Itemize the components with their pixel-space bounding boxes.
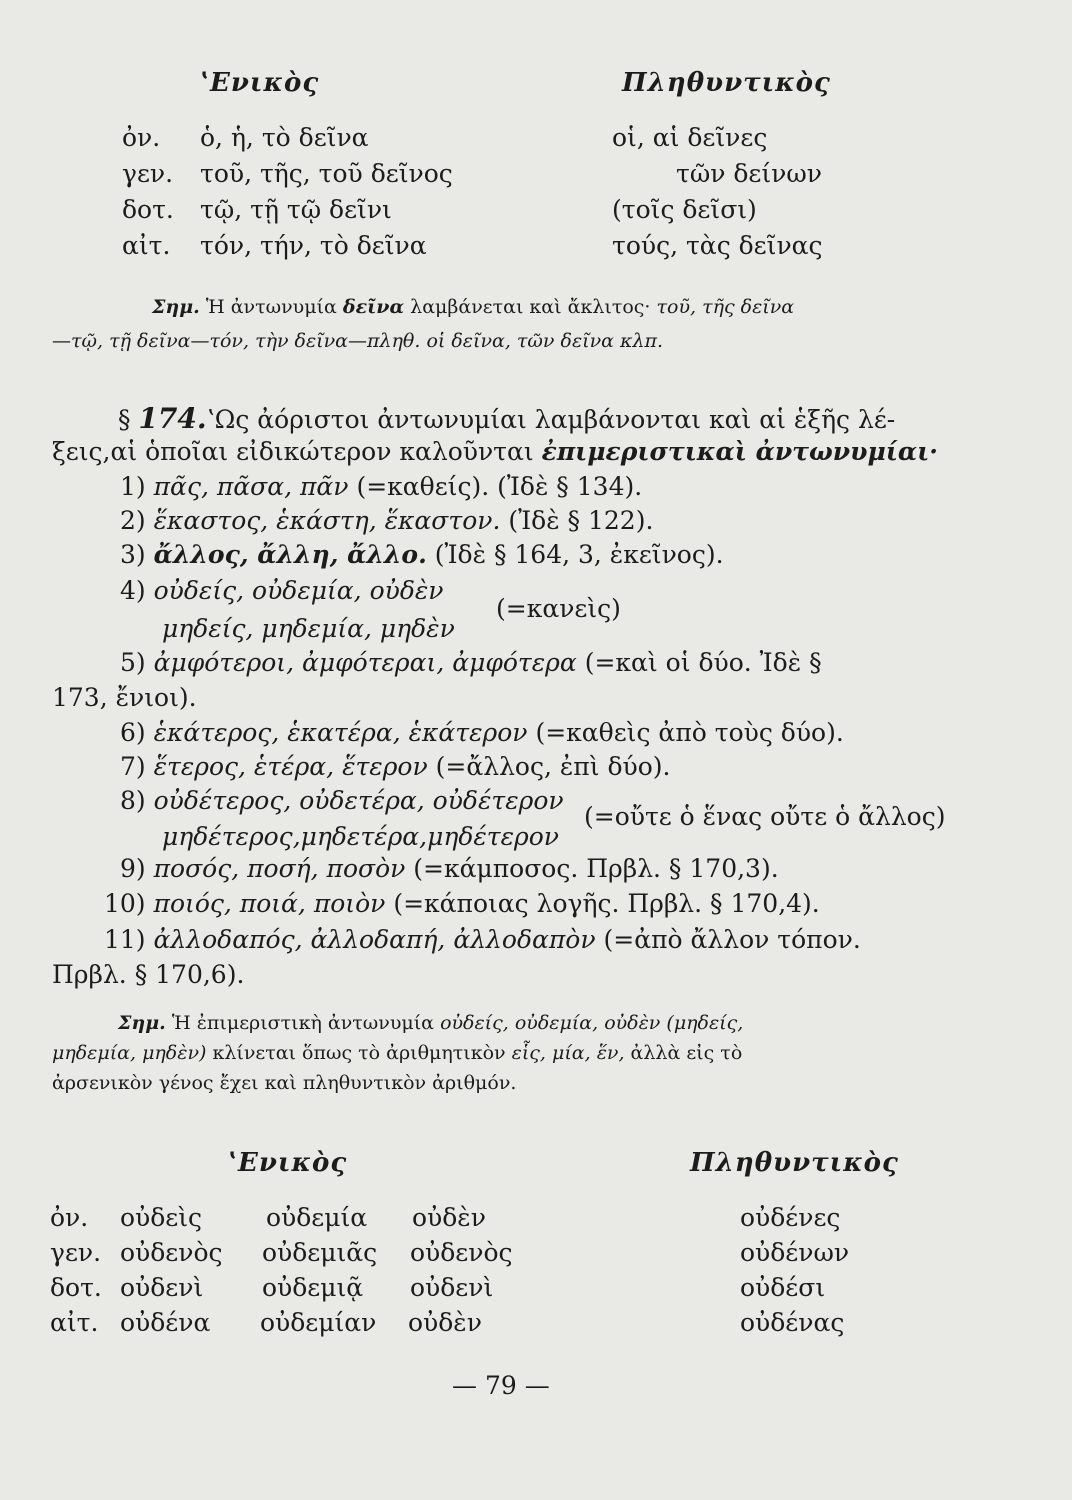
table2-neuter: οὐδὲν <box>408 1308 482 1337</box>
note2-words: εἷς, μία, ἕν, <box>511 1042 625 1064</box>
item-continuation: 173, ἔνιοι). <box>52 683 197 712</box>
item-number: 11) <box>104 925 146 954</box>
table2-case: γεν. <box>50 1238 102 1267</box>
item-line <box>120 576 444 605</box>
table1-singular: τῷ, τῇ τῷ δεῖνι <box>200 195 392 224</box>
table2-feminine: οὐδεμία <box>266 1203 368 1232</box>
list-item <box>120 506 653 535</box>
item-words: πᾶς, πᾶσα, πᾶν <box>153 472 349 501</box>
item-note: (=καθείς). (Ἰδὲ § 134). <box>356 472 643 501</box>
table2-masculine: οὐδενὸς <box>120 1238 223 1267</box>
section-text: ξεις,αἱ ὁποῖαι εἰδικώτερον καλοῦνται <box>52 437 534 466</box>
item-number: 10) <box>104 889 146 918</box>
table1-singular: τόν, τήν, τὸ δεῖνα <box>200 231 427 260</box>
note2-line3: ἀρσενικὸν γένος ἔχει καὶ πληθυντικὸν ἀριθμόν. <box>52 1072 517 1094</box>
list-item <box>120 540 724 569</box>
item-note: (=καὶ οἱ δύο. Ἰδὲ § <box>584 648 822 677</box>
note1-line1 <box>152 296 794 318</box>
note2-words: οὐδείς, οὐδεμία, οὐδὲν (μηδείς, <box>440 1012 744 1034</box>
section-sign: § <box>118 405 131 434</box>
table2-masculine: οὐδένα <box>120 1308 211 1337</box>
note2-text: Ἡ ἐπιμεριστικὴ ἀντωνυμία <box>171 1012 435 1034</box>
list-item <box>120 648 822 677</box>
item-words: ἀλλοδαπός, ἀλλοδαπή, ἀλλοδαπὸν <box>153 925 596 954</box>
table1-case: δοτ. <box>122 195 174 224</box>
list-item <box>120 854 779 883</box>
table2-heading-singular: ʽΕνικὸς <box>228 1148 348 1178</box>
section-number: 174. <box>138 402 207 435</box>
table1-case: αἰτ. <box>122 231 171 260</box>
table1-case: γεν. <box>122 159 174 188</box>
item-line <box>120 786 564 815</box>
list-item <box>104 889 820 918</box>
table1-heading-singular: ʽΕνικὸς <box>200 68 320 98</box>
item-note: (Ἰδὲ § 122). <box>508 506 654 535</box>
item-note: (Ἰδὲ § 164, 3, ἐκεῖνος). <box>434 540 724 569</box>
item-words: ἕκαστος, ἑκάστη, ἕκαστον. <box>153 506 501 535</box>
item-number: 8) <box>120 786 146 815</box>
list-item <box>120 718 844 747</box>
page-number: — 79 — <box>452 1371 550 1400</box>
table2-plural: οὐδέσι <box>740 1273 826 1302</box>
note1-text-c: λαμβάνεται καὶ ἄκλιτος· <box>410 296 651 318</box>
item-note: (=κάποιας λογῆς. Πρβλ. § 170,4). <box>393 889 820 918</box>
item-words: ἑκάτερος, ἑκατέρα, ἑκάτερον <box>153 718 528 747</box>
table1-heading-plural: Πληθυντικὸς <box>622 68 831 98</box>
item-note: (=κάμποσος. Πρβλ. § 170,3). <box>413 854 779 883</box>
table2-feminine: οὐδεμίαν <box>260 1308 377 1337</box>
item-words: μηδέτερος,μηδετέρα,μηδέτερον <box>162 822 559 851</box>
note1-label: Σημ. <box>152 296 200 318</box>
table2-plural: οὐδένας <box>740 1308 845 1337</box>
section-text: ʽΩς ἀόριστοι ἀντωνυμίαι λαμβάνονται καὶ αἱ ἑξῆς λέ- <box>206 405 896 434</box>
table2-plural: οὐδένες <box>740 1203 841 1232</box>
table2-case: ὀν. <box>50 1203 89 1232</box>
note2-text: κλίνεται ὅπως τὸ ἀριθμητικὸν <box>212 1042 506 1064</box>
note1-line2: —τῷ, τῇ δεῖνα—τόν, τὴν δεῖνα—πληθ. οἱ δεῖνα, τῶν δεῖνα κλπ. <box>52 330 664 352</box>
table2-neuter: οὐδενὶ <box>410 1273 494 1302</box>
item-words: ποιός, ποιά, ποιὸν <box>153 889 386 918</box>
section-term: ἐπιμεριστικαὶ ἀντωνυμίαι· <box>541 437 938 466</box>
table1-singular: ὁ, ἡ, τὸ δεῖνα <box>200 123 369 152</box>
item-words: ἄλλος, ἄλλη, ἄλλο. <box>153 540 427 569</box>
item-number: 3) <box>120 540 146 569</box>
list-item <box>104 925 861 954</box>
item-number: 2) <box>120 506 146 535</box>
item-note: (=οὔτε ὁ ἕνας οὔτε ὁ ἄλλος) <box>584 802 946 831</box>
item-words: οὐδέτερος, οὐδετέρα, οὐδέτερον <box>153 786 564 815</box>
item-words: οὐδείς, οὐδεμία, οὐδὲν <box>153 576 444 605</box>
note1-text-d: τοῦ, τῆς δεῖνα <box>656 296 795 318</box>
item-number: 7) <box>120 752 146 781</box>
item-words: ποσός, ποσή, ποσὸν <box>153 854 406 883</box>
note2-words: μηδεμία, μηδὲν) <box>52 1042 207 1064</box>
item-number: 1) <box>120 472 146 501</box>
item-number: 6) <box>120 718 146 747</box>
table2-heading-plural: Πληθυντικὸς <box>690 1148 899 1178</box>
item-number: 4) <box>120 576 146 605</box>
table2-feminine: οὐδεμιᾶς <box>262 1238 378 1267</box>
table1-singular: τοῦ, τῆς, τοῦ δεῖνος <box>200 159 453 188</box>
table2-case: δοτ. <box>50 1273 102 1302</box>
item-note: (=κανεὶς) <box>496 594 621 623</box>
table1-plural: (τοῖς δεῖσι) <box>612 195 757 224</box>
item-note: (=ἀπὸ ἄλλον τόπον. <box>603 925 861 954</box>
note1-word: δεῖνα <box>342 296 405 318</box>
table2-masculine: οὐδεὶς <box>120 1203 203 1232</box>
note2-line2 <box>52 1042 742 1064</box>
list-item <box>120 752 670 781</box>
table1-plural: τούς, τὰς δεῖνας <box>612 231 823 260</box>
item-note: (=ἄλλος, ἐπὶ δύο). <box>435 752 671 781</box>
table2-case: αἰτ. <box>50 1308 99 1337</box>
table2-neuter: οὐδενὸς <box>410 1238 513 1267</box>
item-continuation: Πρβλ. § 170,6). <box>52 960 245 989</box>
note1-text-a: Ἡ ἀντωνυμία <box>205 296 337 318</box>
section-line1 <box>118 402 895 435</box>
note2-line1 <box>118 1012 743 1034</box>
note2-label: Σημ. <box>118 1012 166 1034</box>
item-words: μηδείς, μηδεμία, μηδὲν <box>162 614 455 643</box>
note2-text: ἀλλὰ εἰς τὸ <box>630 1042 743 1064</box>
table1-case: ὀν. <box>122 123 161 152</box>
section-line2 <box>52 437 938 466</box>
list-item <box>120 472 642 501</box>
table1-plural: τῶν δείνων <box>676 159 822 188</box>
item-words: ἀμφότεροι, ἀμφότεραι, ἀμφότερα <box>153 648 577 677</box>
item-note: (=καθεὶς ἀπὸ τοὺς δύο). <box>535 718 844 747</box>
table1-plural: οἱ, αἱ δεῖνες <box>612 123 768 152</box>
table2-masculine: οὐδενὶ <box>120 1273 204 1302</box>
item-number: 9) <box>120 854 146 883</box>
table2-neuter: οὐδὲν <box>412 1203 486 1232</box>
item-words: ἕτερος, ἑτέρα, ἕτερον <box>153 752 428 781</box>
item-number: 5) <box>120 648 146 677</box>
table2-plural: οὐδένων <box>740 1238 850 1267</box>
table2-feminine: οὐδεμιᾷ <box>262 1273 364 1302</box>
